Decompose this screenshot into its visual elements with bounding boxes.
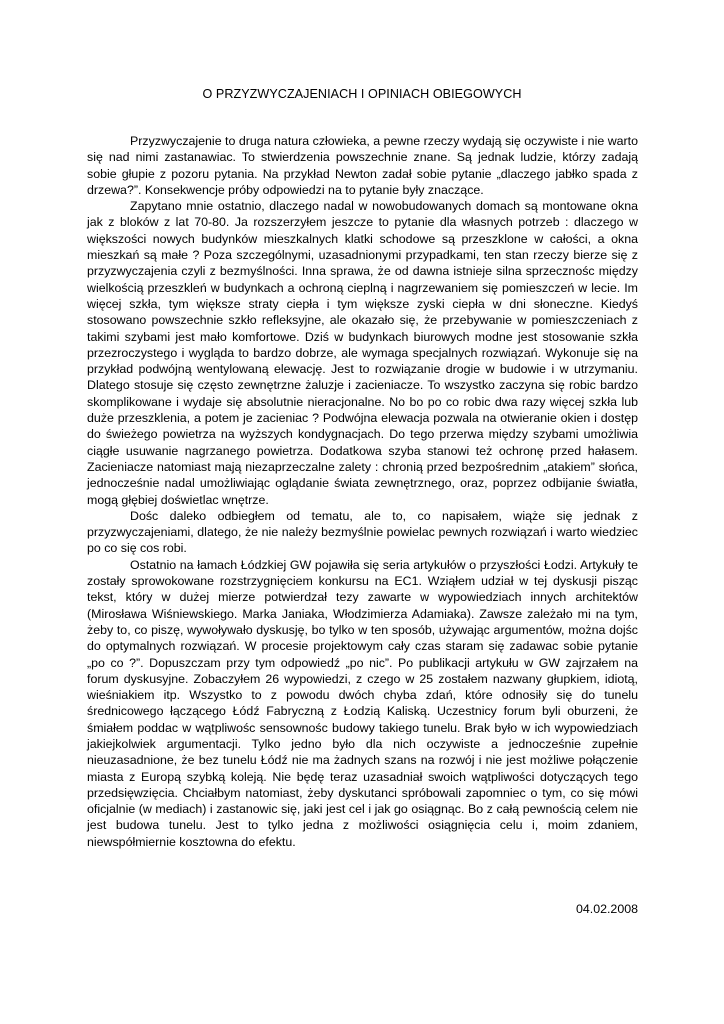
- paragraph-2: Zapytano mnie ostatnio, dlaczego nadal w nowobudowanych domach są montowane okna jak z bloków z lat 70-80. Ja rozszerzyłem jeszcze to pytanie dla własnych potrzeb : dlaczego w większości nowych budynków mieszkalnych klatki schodowe są przeszklone w całości, a okna mieszkań są małe ? Poza szczególnymi, uzasadnionymi przypadkami, ten stan rzeczy bierze się z przyzwyczajenia czyli z bezmyślności. Inna sprawa, że od dawna istnieje silna sprzecznośc między wielkością przeszkleń w budynkach a ochroną cieplną i nagrzewaniem się pomieszczeń w lecie. Im więcej szkła, tym większe straty ciepła i tym większe zyski ciepła w dni słoneczne. Kiedyś stosowano powszechnie szkło refleksyjne, ale okazało się, że przebywanie w pomieszczeniach z takimi szybami jest mało komfortowe. Dziś w budynkach biurowych modne jest stosowanie szkła przezroczystego i wygląda to bardzo dobrze, ale wymaga specjalnych rozwiązań. Wykonuje się na przykład podwójną wentylowaną elewację. Jest to rozwiązanie drogie w budowie i w utrzymaniu. Dlatego stosuje się często zewnętrzne żaluzje i zacieniacze. To wszystko zaczyna się robic bardzo skomplikowane i wydaje się absolutnie nieracjonalne. No bo po co robic dwa razy więcej szkła lub duże przeszklenia, a potem je zacieniac ? Podwójna elewacja pozwala na otwieranie okien i dostęp do świeżego powietrza na wyższych kondygnacjach. Do tego przerwa między szybami umożliwia ciągłe usuwanie nagrzanego powietrza. Dodatkowa szyba stanowi też ochronę przed hałasem. Zacieniacze natomiast mają niezaprzeczalne zalety : chronią przed bezpośrednim „atakiem” słońca, jednocześnie nadal umożliwiając oglądanie świata zewnętrznego, oraz, poprzez odbijanie światła, mogą głębiej doświetlac wnętrze.: [87, 199, 638, 507]
- paragraph-4: Ostatnio na łamach Łódzkiej GW pojawiła się seria artykułów o przyszłości Łodzi. Artykuły te zostały sprowokowane rozstrzygnięciem konkursu na EC1. Wziąłem udział w tej dyskusji pisząc tekst, który w dużej mierze potwierdzał tezy zawarte w wypowiedziach innych architektów (Mirosława Wiśniewskiego. Marka Janiaka, Włodzimierza Adamiaka). Zawsze zależało mi na tym, żeby to, co piszę, wywoływało dyskusję, bo tylko w ten sposób, używając argumentów, można dojśc do optymalnych rozwiązań. W procesie projektowym cały czas staram się zadawac sobie pytanie „po co ?”. Dopuszczam przy tym odpowiedź „po nic”. Po publikacji artykułu w GW zajrzałem na forum dyskusyjne. Zobaczyłem 26 wypowiedzi, z czego w 25 zostałem nazwany głupkiem, idiotą, wieśniakiem itp. Wszystko to z powodu dwóch chyba zdań, które odnosiły się do tunelu średnicowego łączącego Łódź Fabryczną z Łodzią Kaliską. Uczestnicy forum byli oburzeni, że śmiałem poddac w wątpliwośc sensownośc budowy takiego tunelu. Brak było w ich wypowiedziach jakiejkolwiek argumentacji. Tylko jedno było dla nich oczywiste a jednocześnie zupełnie nieuzasadnione, że bez tunelu Łódź nie ma żadnych szans na rozwój i nie jest możliwe połączenie miasta z Europą szybką koleją. Nie będę teraz uzasadniał swoich wątpliwości dotyczących tego przedsięwzięcia. Chciałbym natomiast, żeby dyskutanci spróbowali zapomniec o tym, co się mówi oficjalnie (w mediach) i zastanowic się, jaki jest cel i jak go osiągnąc. Bo z całą pewnością celem nie jest budowa tunelu. Jest to tylko jedna z możliwości osiągnięcia celu i, moim zdaniem, niewspółmiernie kosztowna do efektu.: [87, 557, 638, 849]
- document-date: 04.02.2008: [575, 902, 638, 916]
- paragraph-1: Przyzwyczajenie to druga natura człowieka, a pewne rzeczy wydają się oczywiste i nie warto się nad nimi zastanawiac. To stwierdzenia powszechnie znane. Są jednak ludzie, którzy zadają sobie głupie z pozoru pytania. Na przykład Newton zadał sobie pytanie „dlaczego jabłko spada z drzewa?”. Konsekwencje próby odpowiedzi na to pytanie były znaczące.: [87, 134, 638, 197]
- paragraph-3: Dośc daleko odbiegłem od tematu, ale to, co napisałem, wiąże się jednak z przyzwyczajeniami, dlatego, że nie należy bezmyślnie powielac pewnych rozwiązań i warto wiedziec po co się cos robi.: [87, 508, 638, 556]
- page-title: O PRZYZWYCZAJENIACH I OPINIACH OBIEGOWYCH: [202, 87, 522, 101]
- article-body: [87, 133, 638, 850]
